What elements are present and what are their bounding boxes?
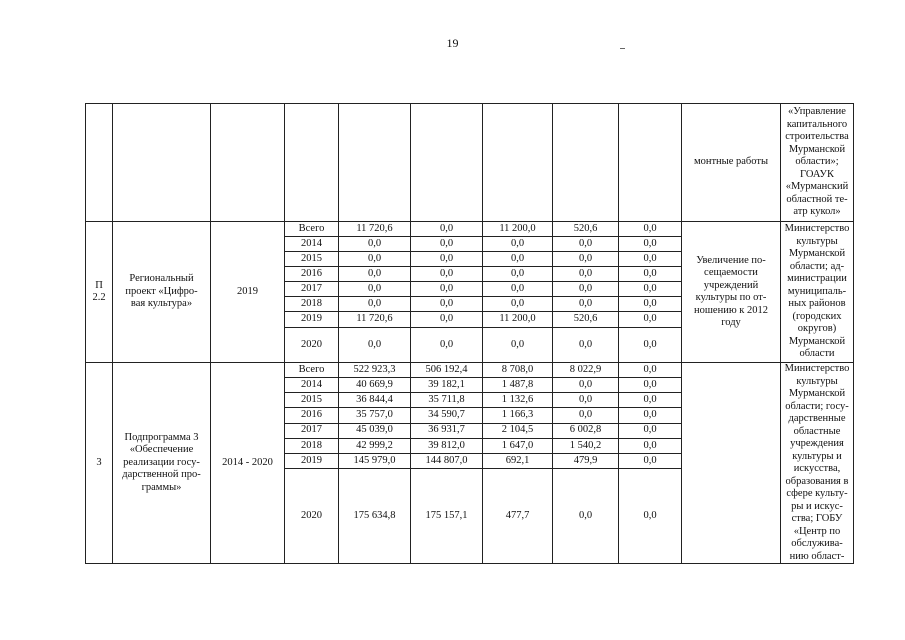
federal-cell: 0,0 (411, 282, 483, 297)
executor-cell: Министерство культуры Мурманской области; госу- дарственные областные учреждения культуры и искусства, образования в сфере культу- ры и искус- ства; ГОБУ «Центр по обслужива- нию област- (781, 363, 854, 564)
stray-mark (620, 48, 625, 49)
year-cell: 2016 (285, 267, 339, 282)
regional-cell: 0,0 (483, 282, 553, 297)
regional-cell: 11 200,0 (483, 312, 553, 328)
regional-cell: 0,0 (483, 297, 553, 312)
name-cell: Подпрограмма 3 «Обеспечение реализации госу- дарственной про- граммы» (113, 363, 211, 564)
continued-year-cell (285, 104, 339, 222)
regional-cell: 0,0 (483, 252, 553, 267)
federal-cell: 0,0 (411, 222, 483, 237)
table-row (86, 222, 854, 237)
total-cell: 145 979,0 (339, 453, 411, 468)
year-cell: Всего (285, 222, 339, 237)
total-cell: 0,0 (339, 237, 411, 252)
total-cell: 0,0 (339, 328, 411, 363)
regional-cell: 0,0 (483, 328, 553, 363)
total-cell: 40 669,9 (339, 378, 411, 393)
budget-table (85, 103, 854, 564)
total-cell: 11 720,6 (339, 312, 411, 328)
local-cell: 0,0 (553, 282, 619, 297)
other-cell: 0,0 (619, 297, 682, 312)
other-cell: 0,0 (619, 252, 682, 267)
year-cell: 2015 (285, 252, 339, 267)
other-cell: 0,0 (619, 237, 682, 252)
code-cell: П 2.2 (86, 222, 113, 363)
other-cell: 0,0 (619, 438, 682, 453)
year-cell: 2019 (285, 453, 339, 468)
year-cell: 2016 (285, 408, 339, 423)
total-cell: 35 757,0 (339, 408, 411, 423)
federal-cell: 35 711,8 (411, 393, 483, 408)
table-row (86, 363, 854, 378)
other-cell: 0,0 (619, 222, 682, 237)
regional-cell: 1 647,0 (483, 438, 553, 453)
local-cell: 0,0 (553, 393, 619, 408)
other-cell: 0,0 (619, 328, 682, 363)
year-cell: 2014 (285, 237, 339, 252)
year-cell: 2015 (285, 393, 339, 408)
continued-name-cell (113, 104, 211, 222)
total-cell: 0,0 (339, 297, 411, 312)
year-cell: 2018 (285, 438, 339, 453)
local-cell: 0,0 (553, 267, 619, 282)
total-cell: 11 720,6 (339, 222, 411, 237)
year-cell: 2019 (285, 312, 339, 328)
total-cell: 45 039,0 (339, 423, 411, 438)
executor-cell: Министерство культуры Мурманской области; ад- министрации муниципаль- ных районов (городских округов) Мурманской области (781, 222, 854, 363)
federal-cell: 0,0 (411, 237, 483, 252)
federal-cell: 0,0 (411, 267, 483, 282)
other-cell: 0,0 (619, 363, 682, 378)
local-cell: 6 002,8 (553, 423, 619, 438)
continued-code-cell (86, 104, 113, 222)
federal-cell: 0,0 (411, 312, 483, 328)
total-cell: 0,0 (339, 252, 411, 267)
regional-cell: 0,0 (483, 237, 553, 252)
local-cell: 0,0 (553, 328, 619, 363)
page-number: 19 (446, 36, 459, 50)
year-cell: 2020 (285, 468, 339, 563)
federal-cell: 0,0 (411, 297, 483, 312)
federal-cell: 0,0 (411, 252, 483, 267)
federal-cell: 144 807,0 (411, 453, 483, 468)
name-cell: Региональный проект «Цифро- вая культура» (113, 222, 211, 363)
other-cell: 0,0 (619, 267, 682, 282)
total-cell: 42 999,2 (339, 438, 411, 453)
local-cell: 520,6 (553, 222, 619, 237)
continued-period-cell (211, 104, 285, 222)
other-cell: 0,0 (619, 423, 682, 438)
local-cell: 0,0 (553, 297, 619, 312)
year-cell: 2014 (285, 378, 339, 393)
local-cell: 0,0 (553, 252, 619, 267)
regional-cell: 1 132,6 (483, 393, 553, 408)
local-cell: 8 022,9 (553, 363, 619, 378)
other-cell: 0,0 (619, 408, 682, 423)
local-cell: 0,0 (553, 378, 619, 393)
period-cell: 2014 - 2020 (211, 363, 285, 564)
total-cell: 0,0 (339, 282, 411, 297)
year-cell: Всего (285, 363, 339, 378)
federal-cell: 0,0 (411, 328, 483, 363)
other-cell: 0,0 (619, 312, 682, 328)
continued-executor-cell: «Управление капитального строительства Мурманской области»; ГОАУК «Мурманский областной те- атр кукол» (781, 104, 854, 222)
result-cell: Увеличение по- сещаемости учреждений культуры по от- ношению к 2012 году (682, 222, 781, 363)
continued-result-cell: монтные работы (682, 104, 781, 222)
local-cell: 479,9 (553, 453, 619, 468)
regional-cell: 11 200,0 (483, 222, 553, 237)
federal-cell: 506 192,4 (411, 363, 483, 378)
continued-row (86, 104, 854, 222)
other-cell: 0,0 (619, 453, 682, 468)
federal-cell: 36 931,7 (411, 423, 483, 438)
regional-cell: 8 708,0 (483, 363, 553, 378)
total-cell: 36 844,4 (339, 393, 411, 408)
local-cell: 520,6 (553, 312, 619, 328)
federal-cell: 39 812,0 (411, 438, 483, 453)
total-cell: 175 634,8 (339, 468, 411, 563)
regional-cell: 1 487,8 (483, 378, 553, 393)
other-cell: 0,0 (619, 393, 682, 408)
federal-cell: 34 590,7 (411, 408, 483, 423)
year-cell: 2018 (285, 297, 339, 312)
regional-cell: 0,0 (483, 267, 553, 282)
local-cell: 0,0 (553, 468, 619, 563)
other-cell: 0,0 (619, 468, 682, 563)
federal-cell: 175 157,1 (411, 468, 483, 563)
other-cell: 0,0 (619, 378, 682, 393)
federal-cell: 39 182,1 (411, 378, 483, 393)
total-cell: 522 923,3 (339, 363, 411, 378)
year-cell: 2017 (285, 423, 339, 438)
regional-cell: 477,7 (483, 468, 553, 563)
local-cell: 1 540,2 (553, 438, 619, 453)
regional-cell: 1 166,3 (483, 408, 553, 423)
regional-cell: 2 104,5 (483, 423, 553, 438)
local-cell: 0,0 (553, 408, 619, 423)
year-cell: 2017 (285, 282, 339, 297)
code-cell: 3 (86, 363, 113, 564)
regional-cell: 692,1 (483, 453, 553, 468)
period-cell: 2019 (211, 222, 285, 363)
total-cell: 0,0 (339, 267, 411, 282)
local-cell: 0,0 (553, 237, 619, 252)
year-cell: 2020 (285, 328, 339, 363)
result-cell (682, 363, 781, 564)
other-cell: 0,0 (619, 282, 682, 297)
